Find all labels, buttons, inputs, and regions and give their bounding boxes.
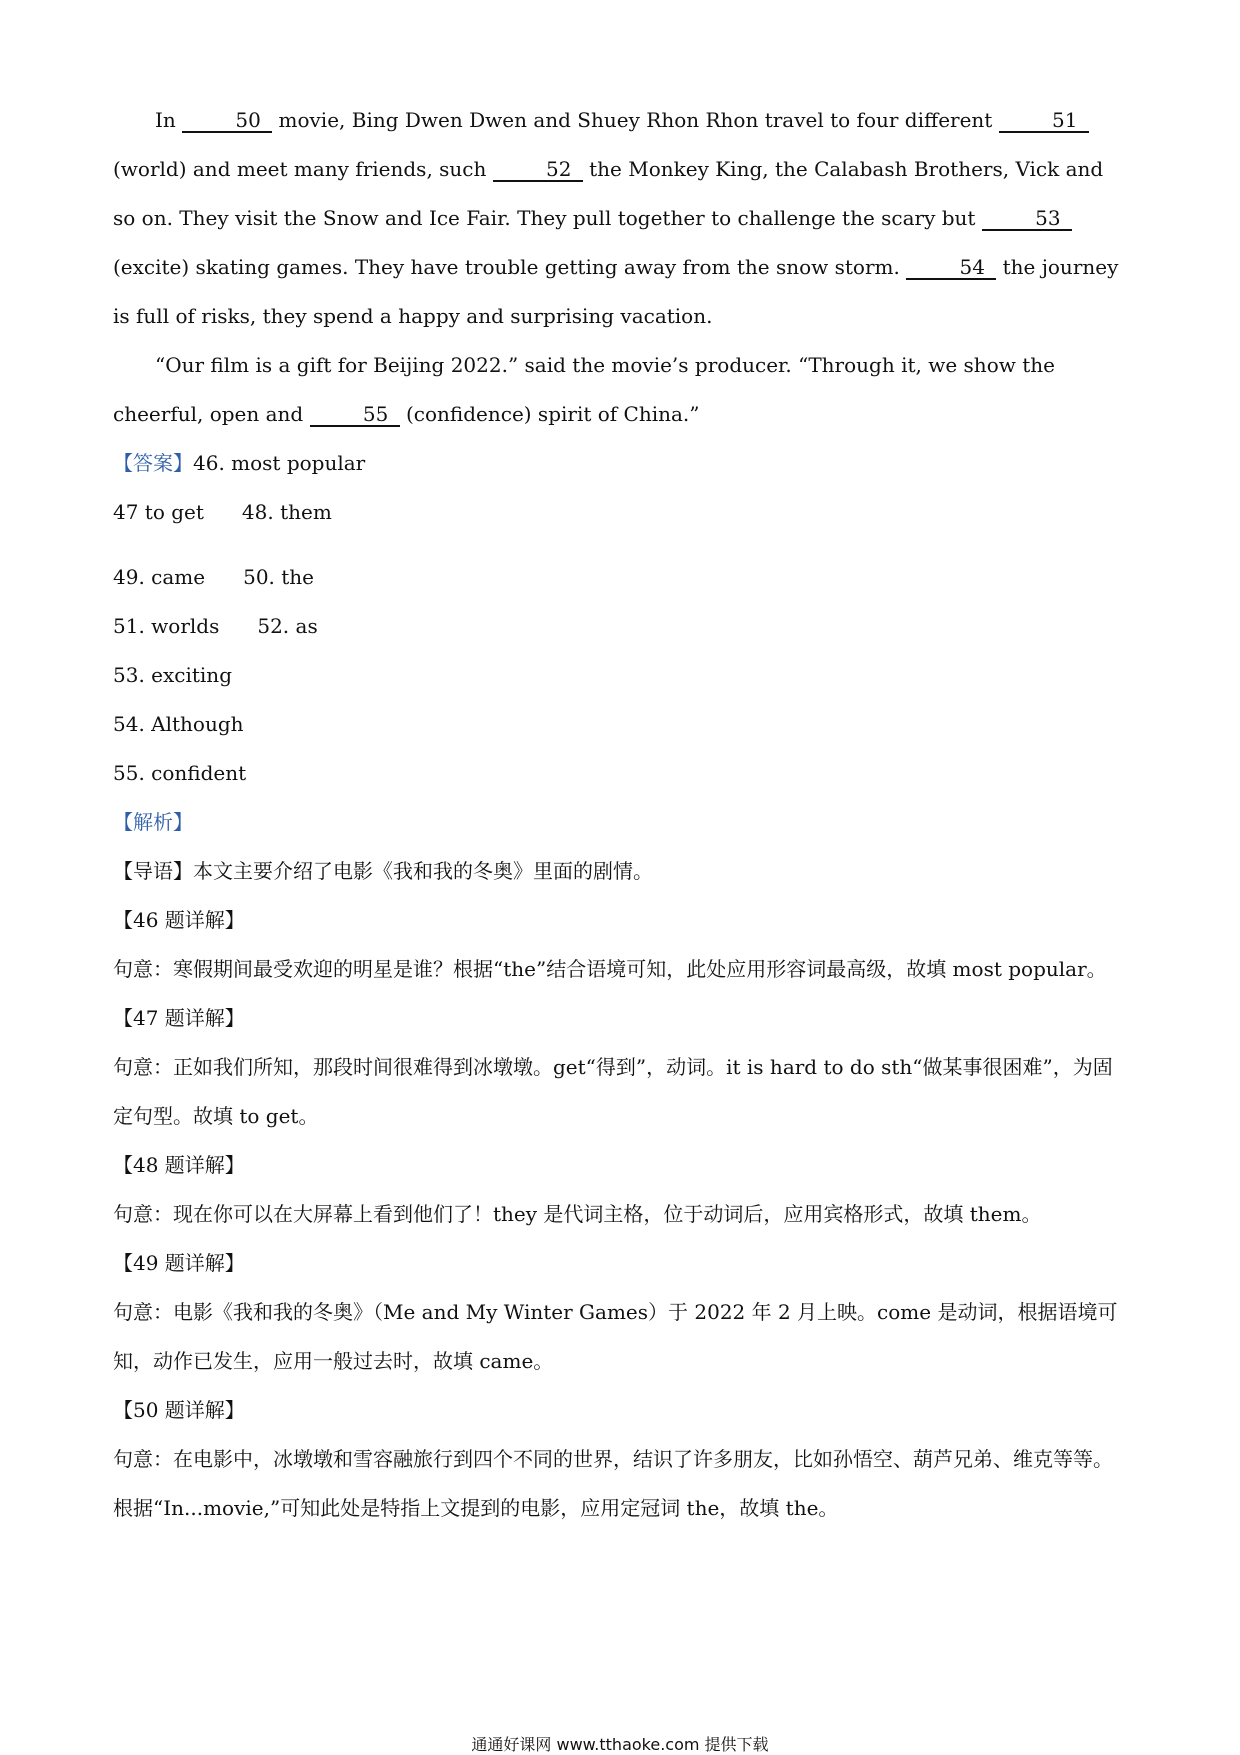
answer-55: 55. confident	[113, 761, 247, 785]
answer-line-4	[113, 602, 1128, 651]
answer-tag: 【答案】	[113, 451, 193, 475]
passage-text: In	[155, 108, 176, 132]
answer-47: 47 to get	[113, 500, 204, 524]
analysis-text-48: 句意：现在你可以在大屏幕上看到他们了！they 是代词主格，位于动词后，应用宾格形式，故填 them。	[113, 1202, 1042, 1226]
passage-text: (confidence) spirit of China.”	[405, 402, 700, 426]
answer-49: 49. came	[113, 565, 206, 589]
answer-line-2	[113, 488, 1128, 537]
answer-53: 53. exciting	[113, 663, 232, 687]
answer-line-7	[113, 749, 1128, 798]
blank-50: 50	[182, 109, 272, 133]
analysis-heading-50: 【50 题详解】	[113, 1398, 245, 1422]
answer-50: 50. the	[243, 565, 315, 589]
analysis-text-47: 句意：正如我们所知，那段时间很难得到冰墩墩。get“得到”，动词。it is hard to do sth“做某事很困难”，为固定句型。故填 to get。	[113, 1055, 1113, 1128]
analysis-heading-48: 【48 题详解】	[113, 1153, 245, 1177]
blank-53: 53	[982, 207, 1072, 231]
footer-watermark: 通通好课网 www.tthaoke.com 提供下载	[471, 1735, 769, 1754]
answer-46: 46. most popular	[193, 451, 366, 475]
analysis-tag: 【解析】	[113, 810, 193, 834]
analysis-heading-47: 【47 题详解】	[113, 1006, 245, 1030]
blank-52: 52	[493, 158, 583, 182]
passage-text: “Our film is a gift for Beijing 2022.” said the movie’s producer. “Through it, we show the cheerful, open and	[113, 353, 1055, 426]
blank-51: 51	[999, 109, 1089, 133]
blank-54: 54	[906, 256, 996, 280]
document-page	[113, 96, 1128, 1533]
passage-text: the journey is full of risks, they spend a happy and surprising vacation.	[113, 255, 1119, 328]
answer-line-3	[113, 553, 1128, 602]
answer-48: 48. them	[241, 500, 332, 524]
analysis-heading-46: 【46 题详解】	[113, 908, 245, 932]
blank-55: 55	[310, 403, 400, 427]
answer-line-1	[113, 439, 1128, 488]
answer-51: 51. worlds	[113, 614, 220, 638]
analysis-text-46: 句意：寒假期间最受欢迎的明星是谁？根据“the”结合语境可知，此处应用形容词最高级，故填 most popular。	[113, 957, 1107, 981]
passage-paragraph-2	[113, 341, 1128, 439]
analysis-heading-49: 【49 题详解】	[113, 1251, 245, 1275]
analysis-intro: 【导语】本文主要介绍了电影《我和我的冬奥》里面的剧情。	[113, 859, 653, 883]
analysis-text-49: 句意：电影《我和我的冬奥》（Me and My Winter Games）于 2022 年 2 月上映。come 是动词，根据语境可知，动作已发生，应用一般过去时，故填 came。	[113, 1300, 1118, 1373]
passage-text: (excite) skating games. They have trouble getting away from the snow storm.	[113, 255, 900, 279]
answer-52: 52. as	[257, 614, 318, 638]
answer-line-6	[113, 700, 1128, 749]
passage-paragraph-1	[113, 96, 1128, 341]
passage-text: movie, Bing Dwen Dwen and Shuey Rhon Rhon travel to four different	[278, 108, 993, 132]
passage-text: the Monkey King, the Calabash Brothers, Vick and so on. They visit the Snow and Ice Fair. They pull together to challenge the scary but	[113, 157, 1104, 230]
answer-line-5	[113, 651, 1128, 700]
answer-54: 54. Although	[113, 712, 244, 736]
passage-text: (world) and meet many friends, such	[113, 157, 487, 181]
analysis-text-50: 句意：在电影中，冰墩墩和雪容融旅行到四个不同的世界，结识了许多朋友，比如孙悟空、葫芦兄弟、维克等等。根据“In...movie,”可知此处是特指上文提到的电影，应用定冠词 the，故填 the。	[113, 1447, 1113, 1520]
